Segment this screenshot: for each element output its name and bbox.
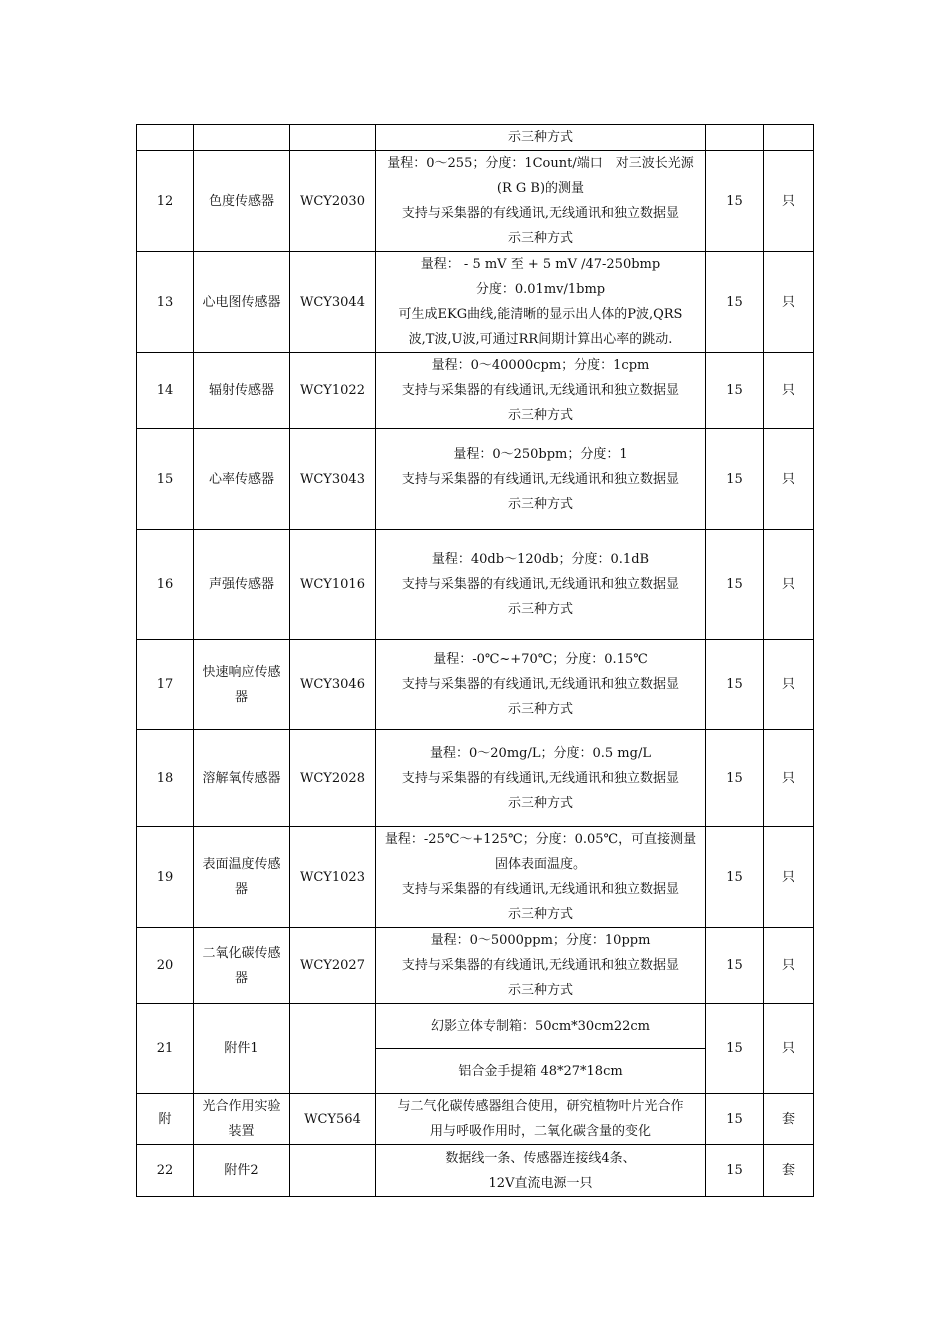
table-row <box>137 530 814 640</box>
spec-line: 示三种方式 <box>507 408 573 423</box>
item-quantity: 15 <box>706 429 764 530</box>
item-number: 18 <box>137 730 194 827</box>
item-unit: 只 <box>764 151 814 252</box>
item-quantity: 15 <box>706 730 764 827</box>
item-quantity: 15 <box>706 928 764 1004</box>
item-unit: 只 <box>764 640 814 730</box>
item-name: 二氧化碳传感器 <box>194 928 290 1004</box>
item-name: 色度传感器 <box>194 151 290 252</box>
table-row <box>137 353 814 429</box>
spec-cell <box>376 151 706 252</box>
item-number: 14 <box>137 353 194 429</box>
item-number <box>137 125 194 151</box>
spec-cell <box>376 125 706 151</box>
spec-cell: 幻影立体专制箱：50cm*30cm22cm <box>376 1004 706 1049</box>
item-model: WCY2030 <box>290 151 376 252</box>
spec-line: 量程：0～5000ppm；分度：10ppm <box>430 933 651 948</box>
item-quantity: 15 <box>706 640 764 730</box>
item-model <box>290 125 376 151</box>
item-number: 21 <box>137 1004 194 1094</box>
item-model <box>290 1145 376 1197</box>
spec-line: 数据线一条、传感器连接线4条、 <box>445 1150 636 1166</box>
item-number: 12 <box>137 151 194 252</box>
item-number: 16 <box>137 530 194 640</box>
spec-line: 示三种方式 <box>507 907 573 922</box>
item-name <box>194 125 290 151</box>
item-name: 表面温度传感器 <box>194 827 290 928</box>
item-name: 心电图传感器 <box>194 252 290 353</box>
spec-line: 支持与采集器的有线通讯,无线通讯和独立数据显 <box>401 958 680 973</box>
item-model: WCY1022 <box>290 353 376 429</box>
spec-line: 支持与采集器的有线通讯,无线通讯和独立数据显 <box>401 206 680 221</box>
item-name: 附件1 <box>194 1004 290 1094</box>
item-number: 附 <box>137 1094 194 1145</box>
item-number: 17 <box>137 640 194 730</box>
spec-line: 示三种方式 <box>507 496 573 512</box>
spec-line: 量程：0～250bpm；分度：1 <box>453 446 628 462</box>
table-row <box>137 640 814 730</box>
item-name: 附件2 <box>194 1145 290 1197</box>
spec-line: 支持与采集器的有线通讯,无线通讯和独立数据显 <box>401 383 680 398</box>
spec-line: 可生成EKG曲线,能清晰的显示出人体的P波,QRS <box>398 307 683 322</box>
item-model: WCY3046 <box>290 640 376 730</box>
spec-cell <box>376 429 706 530</box>
item-quantity: 15 <box>706 1004 764 1094</box>
spec-line: 固体表面温度。 <box>494 857 586 872</box>
item-quantity: 15 <box>706 1145 764 1197</box>
item-quantity: 15 <box>706 530 764 640</box>
item-model: WCY1016 <box>290 530 376 640</box>
item-name: 溶解氧传感器 <box>194 730 290 827</box>
item-model: WCY2027 <box>290 928 376 1004</box>
item-name: 快速响应传感器 <box>194 640 290 730</box>
spec-line: 示三种方式 <box>507 983 573 998</box>
table-row <box>137 1004 814 1049</box>
item-model <box>290 1004 376 1094</box>
item-model: WCY3043 <box>290 429 376 530</box>
spec-line: 示三种方式 <box>507 130 573 145</box>
spec-line: 示三种方式 <box>507 702 573 717</box>
spec-line: 与二气化碳传感器组合使用，研究植物叶片光合作 <box>397 1099 684 1114</box>
spec-cell <box>376 928 706 1004</box>
item-unit: 只 <box>764 353 814 429</box>
spec-cell <box>376 827 706 928</box>
spec-line: (R G B)的测量 <box>496 181 585 196</box>
spec-line: 支持与采集器的有线通讯,无线通讯和独立数据显 <box>401 577 680 592</box>
item-unit: 套 <box>764 1145 814 1197</box>
item-unit: 套 <box>764 1094 814 1145</box>
spec-line: 量程：40db～120db；分度：0.1dB <box>431 552 650 567</box>
item-unit <box>764 125 814 151</box>
item-name: 声强传感器 <box>194 530 290 640</box>
table-row <box>137 151 814 252</box>
item-number: 19 <box>137 827 194 928</box>
item-name: 心率传感器 <box>194 429 290 530</box>
spec-line: 支持与采集器的有线通讯,无线通讯和独立数据显 <box>401 770 680 786</box>
spec-line: 支持与采集器的有线通讯,无线通讯和独立数据显 <box>401 471 680 487</box>
spec-cell <box>376 730 706 827</box>
spec-cell: 铝合金手提箱 48*27*18cm <box>376 1049 706 1094</box>
item-unit: 只 <box>764 252 814 353</box>
item-model: WCY2028 <box>290 730 376 827</box>
spec-line: 支持与采集器的有线通讯,无线通讯和独立数据显 <box>401 882 680 897</box>
item-model: WCY3044 <box>290 252 376 353</box>
spec-line: 量程： - 5 mV 至 + 5 mV /47-250bmp <box>420 257 661 272</box>
spec-line: 量程：0～255；分度：1Count/端口 对三波长光源 <box>387 156 694 171</box>
item-unit: 只 <box>764 928 814 1004</box>
spec-line: 量程：0～20mg/L；分度：0.5 mg/L <box>430 745 651 761</box>
item-number: 22 <box>137 1145 194 1197</box>
item-quantity <box>706 125 764 151</box>
spec-cell <box>376 530 706 640</box>
spec-line: 用与呼吸作用时，二氧化碳含量的变化 <box>429 1124 651 1139</box>
spec-line: 示三种方式 <box>507 231 573 246</box>
item-unit: 只 <box>764 730 814 827</box>
table-row <box>137 429 814 530</box>
item-model: WCY564 <box>290 1094 376 1145</box>
table-row <box>137 252 814 353</box>
spec-line: 量程：-25℃～+125℃；分度：0.05℃，可直接测量 <box>384 832 697 847</box>
item-model: WCY1023 <box>290 827 376 928</box>
spec-cell <box>376 1145 706 1197</box>
spec-line: 示三种方式 <box>507 602 573 617</box>
equipment-table <box>136 124 814 1197</box>
spec-line: 量程：0～40000cpm；分度：1cpm <box>431 358 650 373</box>
table-row <box>137 730 814 827</box>
spec-line: 示三种方式 <box>507 795 573 811</box>
spec-line: 量程：-0℃~+70℃；分度：0.15℃ <box>433 652 648 667</box>
item-unit: 只 <box>764 530 814 640</box>
table-row <box>137 1094 814 1145</box>
spec-cell <box>376 1094 706 1145</box>
table-row <box>137 1145 814 1197</box>
spec-line: 支持与采集器的有线通讯,无线通讯和独立数据显 <box>401 677 680 692</box>
item-quantity: 15 <box>706 252 764 353</box>
item-quantity: 15 <box>706 353 764 429</box>
spec-line: 分度：0.01mv/1bmp <box>475 282 606 297</box>
item-unit: 只 <box>764 1004 814 1094</box>
spec-line: 波,T波,U波,可通过RR间期计算出心率的跳动. <box>408 332 673 347</box>
item-quantity: 15 <box>706 151 764 252</box>
item-unit: 只 <box>764 827 814 928</box>
item-number: 15 <box>137 429 194 530</box>
spec-cell <box>376 353 706 429</box>
item-quantity: 15 <box>706 827 764 928</box>
table-row <box>137 827 814 928</box>
item-name: 光合作用实验装置 <box>194 1094 290 1145</box>
spec-cell <box>376 640 706 730</box>
item-name: 辐射传感器 <box>194 353 290 429</box>
item-number: 20 <box>137 928 194 1004</box>
table-row <box>137 125 814 151</box>
table-row <box>137 928 814 1004</box>
item-quantity: 15 <box>706 1094 764 1145</box>
spec-line: 12V直流电源一只 <box>488 1175 593 1191</box>
item-unit: 只 <box>764 429 814 530</box>
spec-cell <box>376 252 706 353</box>
item-number: 13 <box>137 252 194 353</box>
